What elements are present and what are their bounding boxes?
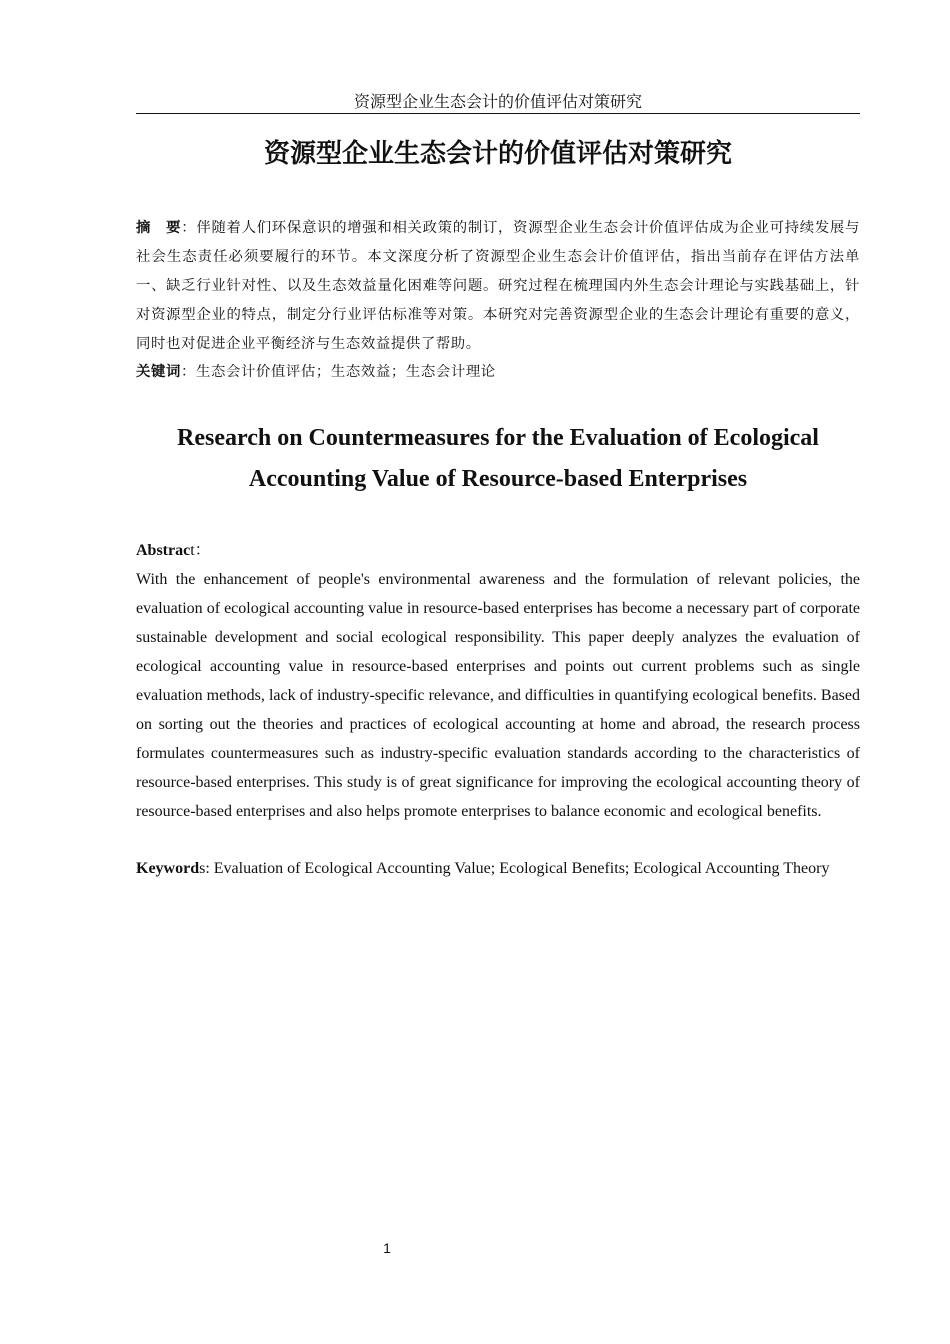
english-keywords-label: Keyword [136,860,200,877]
chinese-title: 资源型企业生态会计的价值评估对策研究 [263,139,732,169]
english-keywords-label-tail: s: [199,860,210,877]
english-title: Research on Countermeasures for the Evaluation of Ecological Accounting Value of Resource-based Enterprises [177,425,819,492]
running-header: 资源型企业生态会计的价值评估对策研究 [136,91,860,114]
english-abstract-label-tail: t： [190,542,211,559]
chinese-keywords-text: 生态会计价值评估；生态效益；生态会计理论 [195,364,496,380]
chinese-keywords-separator: ： [180,364,196,380]
chinese-abstract-separator: ： [181,220,197,236]
chinese-keywords-label: 关键词 [136,364,181,380]
chinese-abstract [136,214,860,359]
english-keywords-text: Evaluation of Ecological Accounting Value; Ecological Benefits; Ecological Accounting Theory [209,860,830,877]
english-abstract-heading [136,537,436,565]
english-abstract-label: Abstrac [136,542,191,559]
english-keywords [136,854,860,883]
page-number: 1 [383,1240,391,1256]
english-abstract-text: With the enhancement of people's environmental awareness and the formulation of relevant policies, the evaluation of ecological accounting value in resource-based enterprises has become a necessary part of corporate sustainable development and social ecological responsibility. This paper deeply analyzes the evaluation of ecological accounting value in resource-based enterprises and points out current problems such as single evaluation methods, lack of industry-specific relevance, and difficulties in quantifying ecological benefits. Based on sorting out the theories and practices of ecological accounting at home and abroad, the research process formulates countermeasures such as industry-specific evaluation standards according to the characteristics of resource-based enterprises. This study is of great significance for improving the ecological accounting theory of resource-based enterprises and also helps promote enterprises to balance economic and ecological benefits. [136,571,860,820]
chinese-keywords [136,358,860,387]
chinese-abstract-label: 摘 要 [136,220,182,236]
chinese-abstract-text: 伴随着人们环保意识的增强和相关政策的制订，资源型企业生态会计价值评估成为企业可持续发展与社会生态责任必须要履行的环节。本文深度分析了资源型企业生态会计价值评估，指出当前存在评估方法单一、缺乏行业针对性、以及生态效益量化困难等问题。研究过程在梳理国内外生态会计理论与实践基础上，针对资源型企业的特点，制定分行业评估标准等对策。本研究对完善资源型企业的生态会计理论有重要的意义，同时也对促进企业平衡经济与生态效益提供了帮助。 [136,220,860,352]
